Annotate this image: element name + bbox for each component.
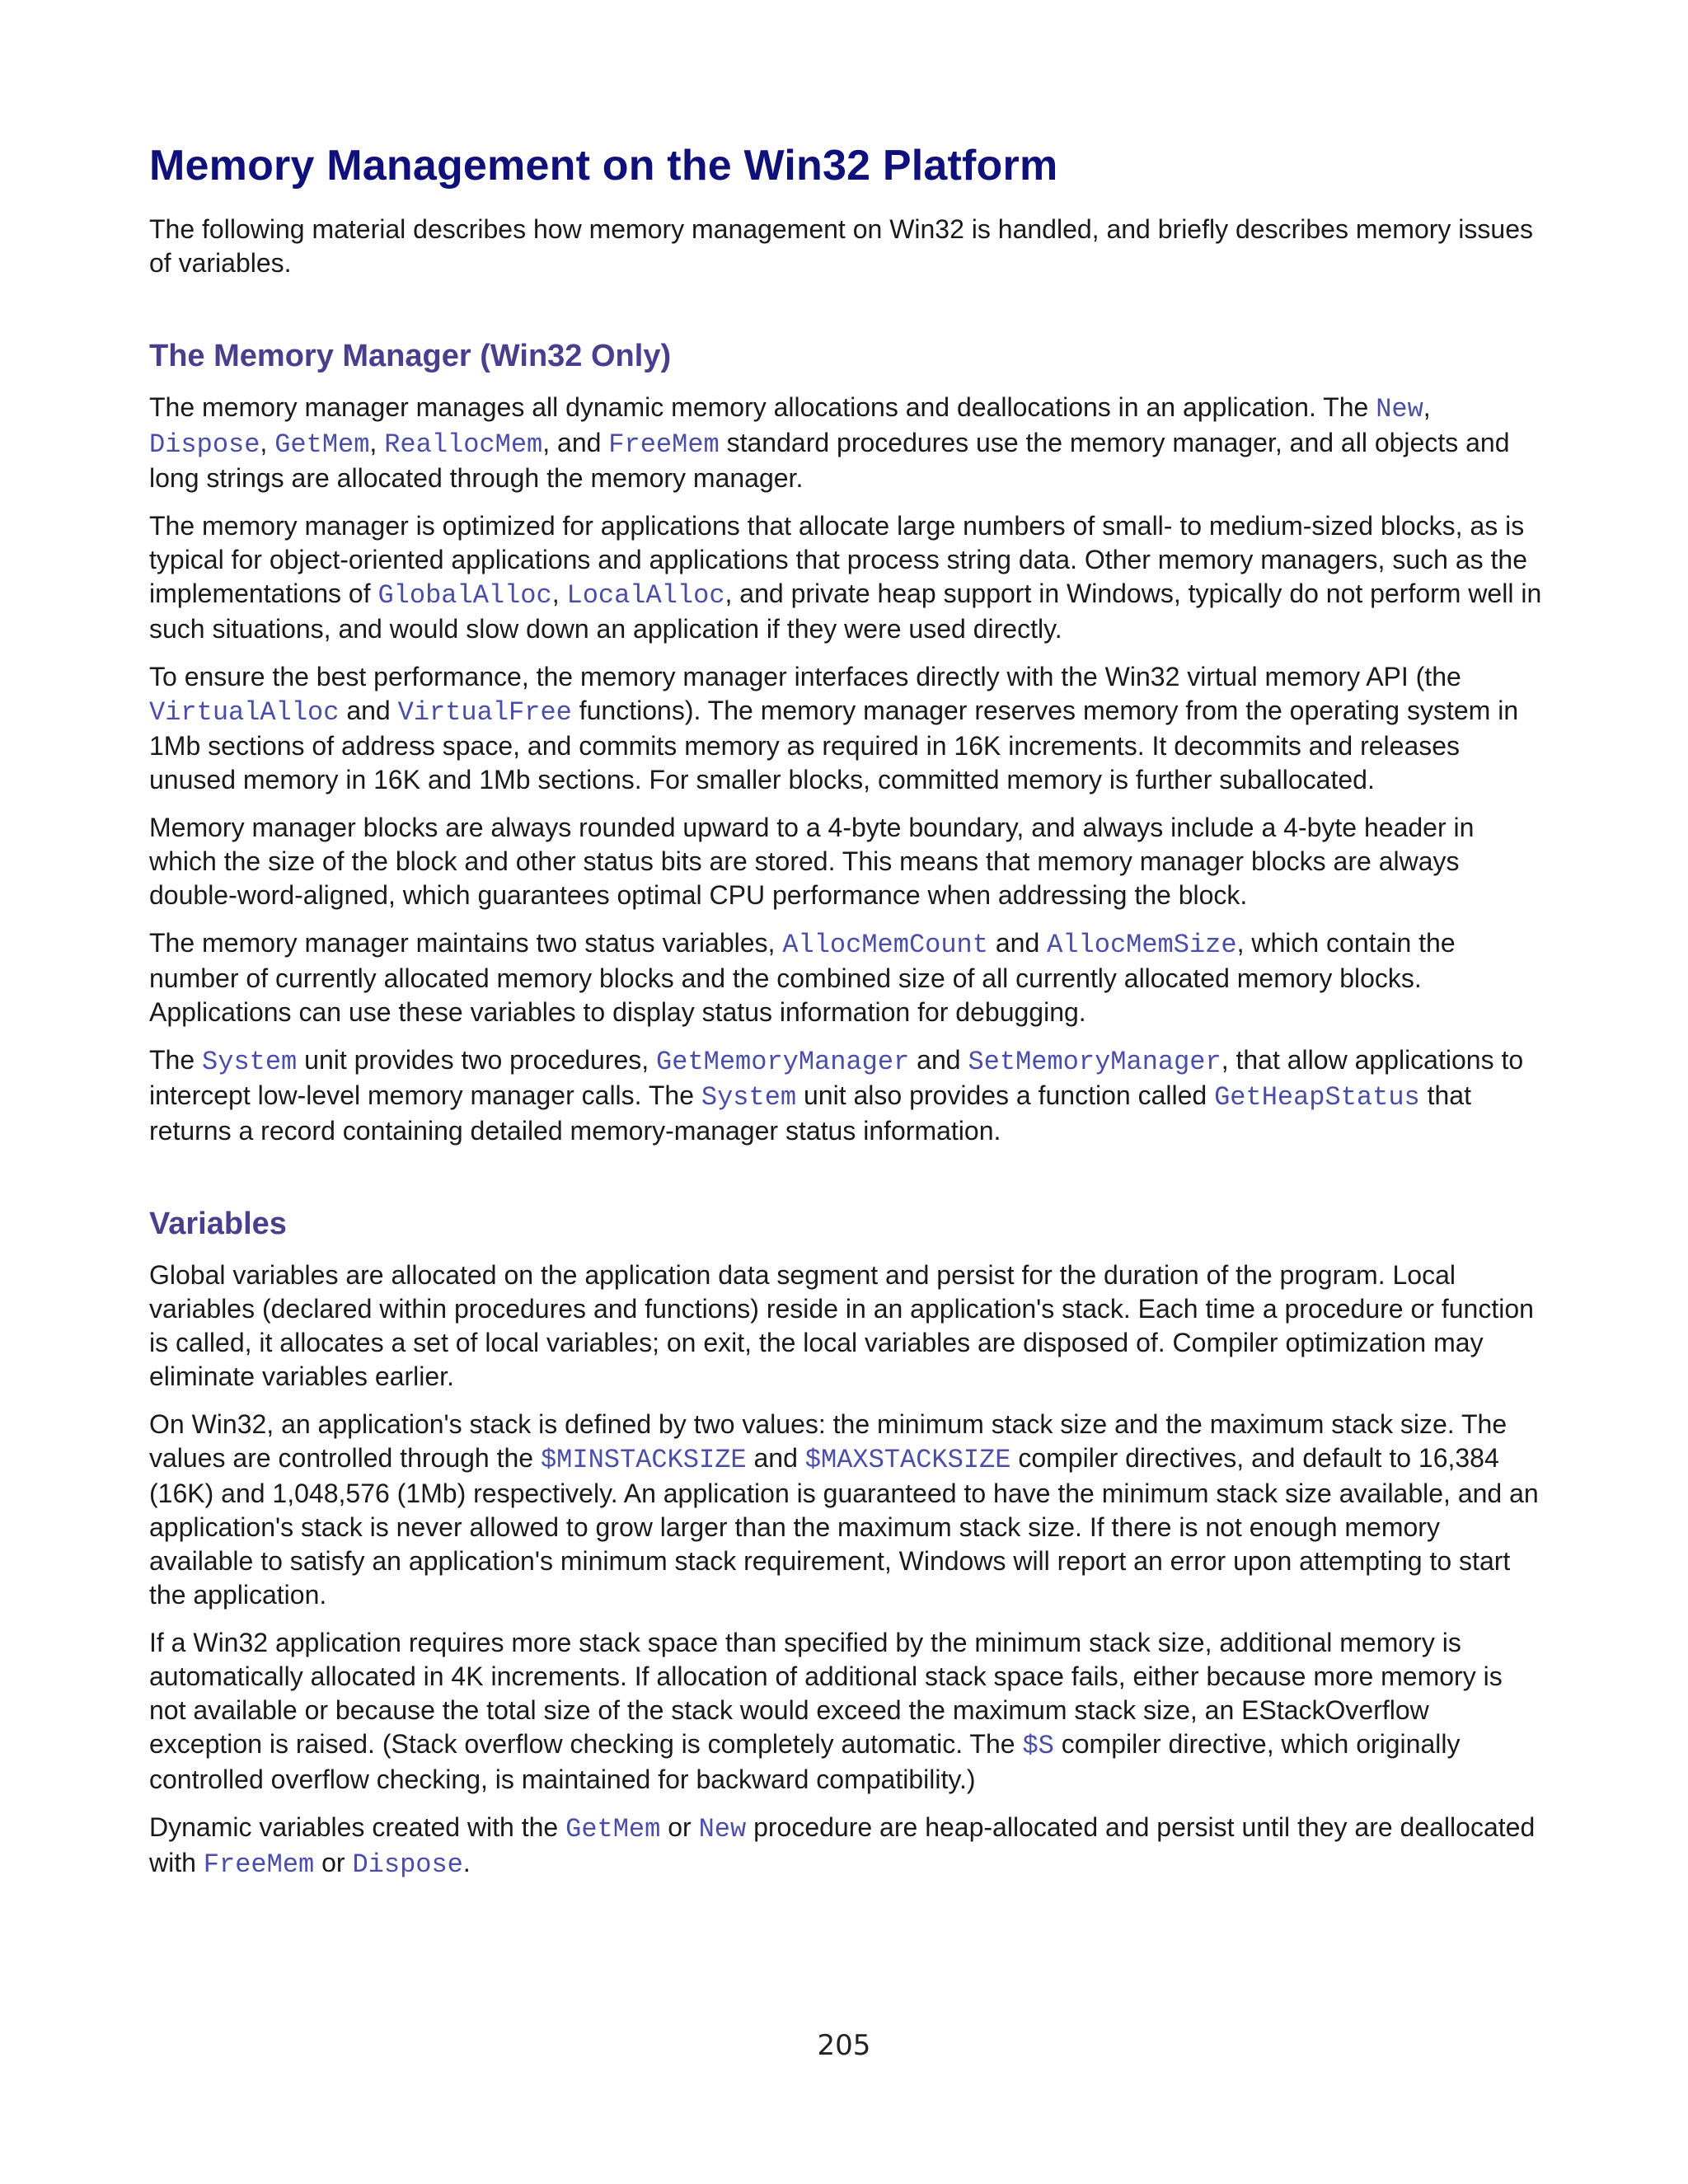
variables-paragraph-1: Global variables are allocated on the application data segment and persist for the duration of the program. Local variables (declared within procedures and functions) reside in an application's stack. Each time a procedure or function is called, it allocates a set of local variables; on exit, the local variables are disposed of. Compiler optimization may eliminate variables earlier. — [149, 1259, 1534, 1391]
code-freemem: FreeMem — [203, 1849, 315, 1880]
text: To ensure the best performance, the memory manager interfaces directly with the Win32 virtual memory API (the — [149, 661, 1461, 691]
text: compiler directives, and default to 16,384 (16K) and 1,048,576 (1Mb) respectively. An application is guaranteed to have the minimum stack size available, and an application's stack is never allowed to grow larger than the maximum stack size. If there is not enough memory available to satisfy an application's minimum stack requirement, Windows will report an error upon attempting to start the application. — [149, 1442, 1539, 1610]
code-dispose: Dispose — [149, 429, 260, 460]
code-setmemorymanager: SetMemoryManager — [968, 1046, 1221, 1077]
text: and — [909, 1044, 968, 1075]
variables-paragraph-3 — [149, 1626, 1542, 1797]
variables-paragraph-4 — [149, 1811, 1542, 1882]
text: , — [551, 578, 567, 608]
text: or — [314, 1847, 353, 1877]
text: unit also provides a function called — [796, 1080, 1215, 1110]
section-heading-variables: Variables — [149, 1206, 287, 1241]
page-title: Memory Management on the Win32 Platform — [149, 142, 1058, 190]
code-virtualalloc: VirtualAlloc — [149, 696, 340, 728]
text: The memory manager maintains two status variables, — [149, 927, 783, 958]
code-system: System — [701, 1081, 797, 1113]
memory-manager-paragraph-1 — [149, 391, 1542, 495]
variables-paragraph-2 — [149, 1408, 1542, 1612]
text: The — [149, 1044, 203, 1075]
text: The memory manager manages all dynamic memory allocations and deallocations in an application. The — [149, 391, 1376, 422]
memory-manager-paragraph-6 — [149, 1043, 1542, 1148]
text: and — [746, 1442, 805, 1473]
code-maxstacksize: $MAXSTACKSIZE — [804, 1444, 1011, 1475]
text: , which contain the number of currently allocated memory blocks and the combined size of all currently allocated memory blocks. Applications can use these variables to display status information for debugging. — [149, 927, 1456, 1027]
text: and — [339, 695, 398, 725]
text: On Win32, an application's stack is defined by two values: the minimum stack size and the maximum stack size. The values are controlled through the — [149, 1408, 1507, 1473]
text: unit provides two procedures, — [297, 1044, 657, 1075]
text: , that allow applications to intercept low-level memory manager calls. The — [149, 1044, 1524, 1110]
code-getmem: GetMem — [565, 1813, 661, 1844]
code-dispose: Dispose — [352, 1849, 463, 1880]
text: standard procedures use the memory manager, and all objects and long strings are allocated through the memory manager. — [149, 427, 1510, 493]
text: functions). The memory manager reserves memory from the operating system in 1Mb sections of address space, and commits memory as required in 16K increments. It decommits and releases unused memory in 16K and 1Mb sections. For smaller blocks, committed memory is further suballocated. — [149, 695, 1519, 794]
code-s-directive: $S — [1022, 1730, 1054, 1761]
code-minstacksize: $MINSTACKSIZE — [540, 1444, 747, 1475]
code-globalalloc: GlobalAlloc — [377, 579, 552, 611]
code-virtualfree: VirtualFree — [397, 696, 572, 728]
text: , and — [542, 427, 609, 457]
section-heading-memory-manager: The Memory Manager (Win32 Only) — [149, 339, 672, 374]
memory-manager-paragraph-4: Memory manager blocks are always rounded upward to a 4-byte boundary, and always include a 4-byte header in which the size of the block and other status bits are stored. This means that memory manager blocks are always double-word-aligned, which guarantees optimal CPU performance when addressing the block. — [149, 812, 1475, 910]
document-page — [149, 140, 1542, 1896]
page-number: 205 — [817, 2029, 871, 2062]
code-allocmemsize: AllocMemSize — [1047, 929, 1237, 960]
code-new: New — [698, 1813, 747, 1844]
code-getmem: GetMem — [274, 429, 370, 460]
text: and — [987, 927, 1048, 958]
text: Dynamic variables created with the — [149, 1811, 566, 1842]
text: , — [260, 427, 275, 457]
text: procedure are heap-allocated and persist until they are deallocated with — [149, 1811, 1536, 1877]
intro-paragraph: The following material describes how memory management on Win32 is handled, and briefly describes memory issues of variables. — [149, 214, 1533, 279]
code-allocmemcount: AllocMemCount — [782, 929, 988, 960]
code-getmemorymanager: GetMemoryManager — [656, 1046, 910, 1077]
text: . — [462, 1847, 471, 1877]
code-localalloc: LocalAlloc — [566, 579, 725, 611]
text: , — [1423, 391, 1431, 422]
text: or — [660, 1811, 699, 1842]
text: , and private heap support in Windows, typically do not perform well in such situations, and would slow down an application if they were used directly. — [149, 578, 1542, 644]
memory-manager-paragraph-5 — [149, 926, 1542, 1029]
code-getheapstatus: GetHeapStatus — [1214, 1081, 1420, 1113]
code-freemem: FreeMem — [608, 429, 720, 460]
text: If a Win32 application requires more stack space than specified by the minimum stack size, additional memory is automatically allocated in 4K increments. If allocation of additional stack space fails, either because more memory is not available or because the total size of the stack would exceed the maximum stack size, an EStackOverflow exception is raised. (Stack overflow checking is completely automatic. The — [149, 1627, 1503, 1759]
text: that returns a record containing detailed memory-manager status information. — [149, 1080, 1471, 1146]
memory-manager-paragraph-2 — [149, 509, 1542, 646]
code-reallocmem: ReallocMem — [384, 429, 543, 460]
text: The memory manager is optimized for applications that allocate large numbers of small- to medium-sized blocks, as is typical for object-oriented applications and applications that process string data. Other memory managers, such as the implementations of — [149, 510, 1527, 608]
memory-manager-paragraph-3 — [149, 660, 1542, 797]
text: compiler directive, which originally controlled overflow checking, is maintained for backward compatibility.) — [149, 1728, 1461, 1794]
code-system: System — [202, 1046, 298, 1077]
code-new: New — [1376, 393, 1423, 424]
text: , — [369, 427, 385, 457]
